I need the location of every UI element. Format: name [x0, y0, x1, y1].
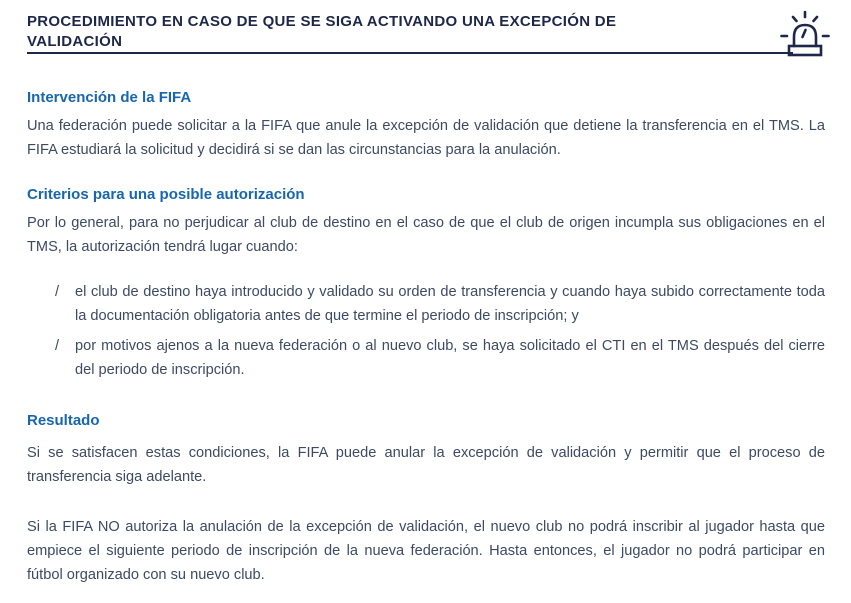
title-underline-rule: [27, 52, 793, 54]
slash-bullet-marker: /: [55, 284, 60, 300]
paragraph-resultado-2: Si la FIFA NO autoriza la anulación de la excepción de validación, el nuevo club no podrá inscribir al jugador hasta que empiece el siguiente periodo de inscripción de la nueva federación. Hasta entonces, el jugador no podrá participar en fútbol organizado con su nuevo club.: [27, 519, 825, 583]
list-item: [55, 334, 825, 382]
paragraph-criterios-intro: Por lo general, para no perjudicar al club de destino en el caso de que el club de origen incumpla sus obligaciones en el TMS, la autorización tendrá lugar cuando:: [27, 215, 825, 255]
list-item-text: por motivos ajenos a la nueva federación o al nuevo club, se haya solicitado el CTI en el TMS después del cierre del periodo de inscripción.: [75, 338, 825, 378]
list-item: [55, 280, 825, 328]
page-title: PROCEDIMIENTO EN CASO DE QUE SE SIGA ACTIVANDO UNA EXCEPCIÓN DE VALIDACIÓN: [27, 13, 617, 50]
section-heading-criterios: Criterios para una posible autorización: [27, 186, 305, 203]
section-intervencion-fifa: [27, 90, 825, 162]
slash-bullet-marker: /: [55, 338, 60, 354]
document-header: [27, 12, 825, 56]
paragraph-intervencion: Una federación puede solicitar a la FIFA que anule la excepción de validación que detiene la transferencia en el TMS. La FIFA estudiará la solicitud y decidirá si se dan las circunstancias para la anulación.: [27, 118, 825, 158]
list-item-text: el club de destino haya introducido y validado su orden de transferencia y cuando haya subido correctamente toda la documentación obligatoria antes de que termine el periodo de inscripción; y: [75, 284, 825, 324]
paragraph-resultado-1: Si se satisfacen estas condiciones, la FIFA puede anular la excepción de validación y permitir que el proceso de transferencia siga adelante.: [27, 445, 825, 485]
section-criterios: [27, 187, 825, 382]
section-heading-resultado: Resultado: [27, 412, 100, 429]
section-resultado: [27, 413, 825, 587]
siren-alarm-icon: [779, 8, 831, 58]
section-heading-intervencion: Intervención de la FIFA: [27, 89, 192, 106]
criteria-list: [27, 280, 825, 382]
